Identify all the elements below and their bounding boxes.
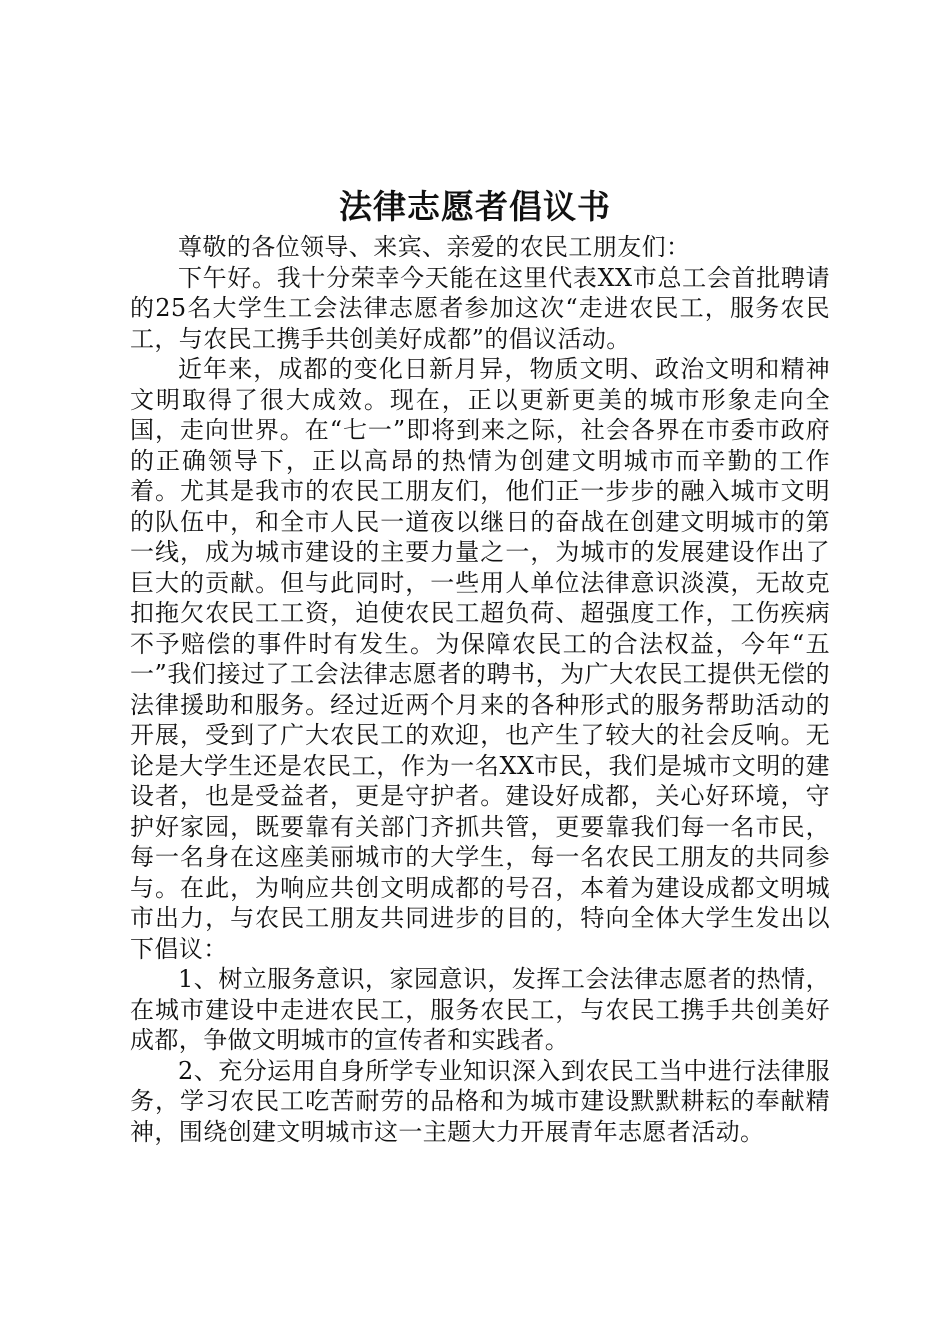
document-title: 法律志愿者倡议书 — [339, 187, 611, 226]
opening-paragraph: 下午好。我十分荣幸今天能在这里代表XX市总工会首批聘请的25名大学生工会法律志愿者参加这次“走进农民工，服务农民工，与农民工携手共创美好成都”的倡议活动。 — [130, 263, 830, 353]
greeting-paragraph: 尊敬的各位领导、来宾、亲爱的农民工朋友们： — [178, 233, 691, 261]
main-paragraph: 近年来，成都的变化日新月异，物质文明、政治文明和精神文明取得了很大成效。现在，正以更新更美的城市形象走向全国，走向世界。在“七一”即将到来之际，社会各界在市委市政府的正确领导下，正以高昂的热情为创建文明城市而辛勤的工作着。尤其是我市的农民工朋友们，他们正一步步的融入城市文明的队伍中，和全市人民一道夜以继日的奋战在创建文明城市的第一线，成为城市建设的主要力量之一，为城市的发展建设作出了巨大的贡献。但与此同时，一些用人单位法律意识淡漠，无故克扣拖欠农民工工资，迫使农民工超负荷、超强度工作，工伤疾病不予赔偿的事件时有发生。为保障农民工的合法权益，今年“五一”我们接过了工会法律志愿者的聘书，为广大农民工提供无偿的法律援助和服务。经过近两个月来的各种形式的服务帮助活动的开展，受到了广大农民工的欢迎，也产生了较大的社会反响。无论是大学生还是农民工，作为一名XX市民，我们是城市文明的建设者，也是受益者，更是守护者。建设好成都，关心好环境，守护好家园，既要靠有关部门齐抓共管，更要靠我们每一名市民，每一名身在这座美丽城市的大学生，每一名农民工朋友的共同参与。在此，为响应共创文明成都的号召，本着为建设成都文明城市出力，与农民工朋友共同进步的目的，特向全体大学生发出以下倡议： — [130, 355, 830, 963]
proposal-item-1: 1、树立服务意识，家园意识，发挥工会法律志愿者的热情，在城市建设中走进农民工，服务农民工，与农民工携手共创美好成都，争做文明城市的宣传者和实践者。 — [130, 965, 830, 1054]
proposal-item-2: 2、充分运用自身所学专业知识深入到农民工当中进行法律服务，学习农民工吃苦耐劳的品格和为城市建设默默耕耘的奉献精神，围绕创建文明城市这一主题大力开展青年志愿者活动。 — [130, 1056, 830, 1146]
document-body — [130, 232, 830, 1147]
